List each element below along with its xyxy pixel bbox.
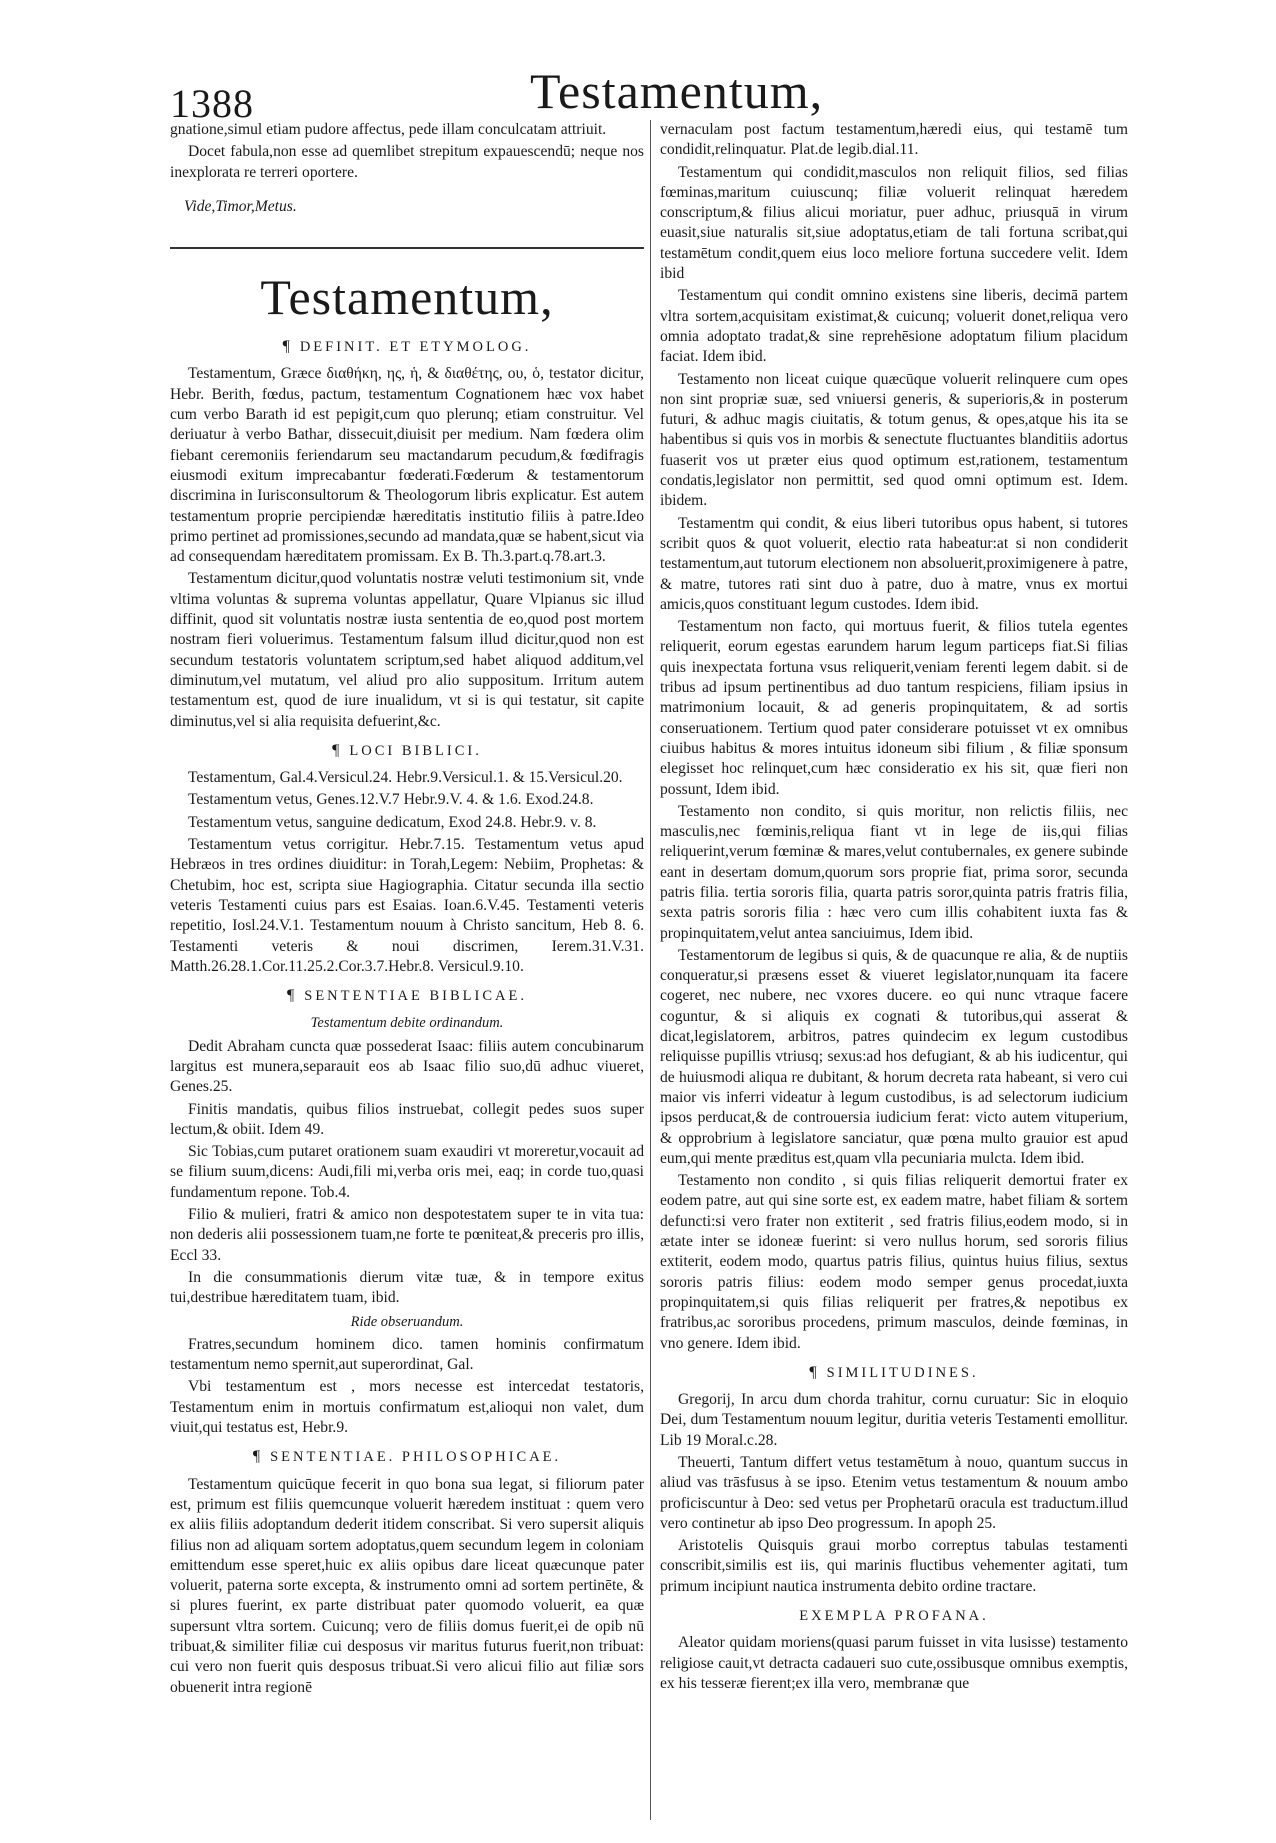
paragraph: In die consummationis dierum vitæ tuæ, & in tempore exitus tui,destribue hæreditatem tuam, ibid.: [170, 1268, 644, 1307]
pilcrow-icon: ¶: [332, 741, 340, 759]
pilcrow-icon: ¶: [287, 987, 295, 1005]
running-title: Testamentum,: [530, 63, 824, 119]
left-column: [170, 120, 644, 1700]
section-heading: [170, 1447, 644, 1467]
paragraph: Testamentm qui condit, & eius liberi tutoribus opus habent, si tutores scribit quos & quot voluerit, electio rata habeatur:at si non condiderit testamentum,aut tutorum electionem non absoluerit,proximigenere à patre, & matre, tutores rati sint duo à patre, duo à matre, vnus ex mortui amicis,quos constituant legum custodes. Idem ibid.: [660, 514, 1128, 613]
paragraph: Sic Tobias,cum putaret orationem suam exaudiri vt moreretur,vocauit ad se filium suum,dicens: Audi,fili mi,verba oris mei, eaq; in corde tuo,quasi fundamentum repone. Tob.4.: [170, 1143, 644, 1201]
paragraph: Testamento non liceat cuique quæcūque voluerit relinquere cum opes non sint propriæ suæ, sed vniuersi generis, & superioris,& in posterum futuri, & adhuc magis ciuitatis, & totum genus, & opes,atque his ita se habentibus si quis vos in morbis & senectute fluctuantes blanditiis adortus fuaserit vos ut præter eius quod optimum est,rationem, testamentum condatis,legislator non permittit, sed quod omni optimum est. Idem. ibidem.: [660, 370, 1128, 510]
section-heading-text: SIMILITUDINES.: [826, 1364, 979, 1381]
paragraph: Dedit Abraham cuncta quæ possederat Isaac: filiis autem concubinarum largitus est munera,separauit eos ab Isaac filio suo,dū adhuc viueret, Genes.25.: [170, 1037, 644, 1096]
paragraph: Testamentum vetus, Genes.12.V.7 Hebr.9.V. 4. & 1.6. Exod.24.8.: [188, 791, 594, 809]
section-heading-text: SENTENTIAE. PHILOSOPHICAE.: [270, 1449, 562, 1466]
right-column: [660, 120, 1128, 1696]
paragraph: Docet fabula,non esse ad quemlibet strepitum expauescendū; neque nos inexplorata re terreri oportere.: [170, 143, 644, 181]
section-heading: [660, 1606, 1128, 1626]
section-heading: [170, 741, 644, 761]
paragraph: Testamentum vetus corrigitur. Hebr.7.15. Testamentum vetus apud Hebræos in tres ordines diuiditur: in Torah,Legem: Nebiim, Prophetas: & Chetubim, hoc est, scripta siue Hagiographia. Citatur secunda illa sectio veteris Testamenti cuius pars est Esaias. Ioan.6.V.45. Testamenti veteris repetitio, Iosl.24.V.1. Testamentum nouum à Christo sancitum, Heb 8. 6. Testamenti veteris & noui discrimen, Ierem.31.V.31. Matth.26.28.1.Cor.11.25.2.Cor.3.7.Hebr.8. Versicul.9.10.: [170, 836, 644, 975]
page-number: 1388: [170, 81, 254, 126]
paragraph: Testamentum non facto, qui mortuus fuerit, & filios tutela egentes reliquerit, eorum egestas earundem harum legum particeps fiat.Si filias quis inexpectata fortuna vsus reliquerit,veniam ferenti legem dabit. si de tribus ad ipsum pertinentibus ad duo tantum respiciens, filiam ipsius in matrimonium locauit, & ad generis propinquitatem, & ad sortis conseruationem. Tertium quod pater considerare potuisset vt ex omnibus ciuibus habitus & mores intuitus idoneum sibi filium , & filiæ sponsum elegisset hoc relinquet,cum hæc consideratio ex his sit, quæ fieri non possunt, Idem ibid.: [660, 618, 1128, 798]
paragraph: vernaculam post factum testamentum,hæredi eius, qui testamē tum condidit,relinquatur. Plat.de legib.dial.11.: [660, 121, 1128, 159]
paragraph: Testamentorum de legibus si quis, & de quacunque re alia, & de nuptiis conqueratur,si præsens esset & viueret legislator,nunquam ita facere cogeret, nec nubere, nec vxores ducere. eo qui nunc vtraque facere coguntur, & si aliquis ex cognati & tutoribus,qui asserat & dicat,legislatorem, arbitros, patres quindecim ex legum custodibus reliquisse pupillis vtriusq; sexus:ad hos defugiant, & ab his iudicentur, qui de huiusmodi aliqua re dubitant, & horum decreta rata habeant, si vero cui maior vis inferri videatur à legum custodibus, is ad selectorum iudicium ipsos perducat,& de controuersia iudicium ferat: victo autem vituperium, & opprobrium à legislatore sanciatur, quæ pœna multo grauior est apud eum,qui mente præditus est,quam vlla pecuniaria mulcta. Idem ibid.: [660, 946, 1128, 1167]
paragraph: Filio & mulieri, fratri & amico non despotestatem super te in vita tua: non dederis alii possessionem tuam,ne forte te pœniteat,& preceris pro illis, Eccl 33.: [170, 1206, 644, 1264]
running-header: [140, 58, 1140, 128]
section-divider: [170, 247, 644, 249]
pilcrow-icon: ¶: [252, 1448, 261, 1466]
paragraph: Vbi testamentum est , mors necesse est intercedat testatoris, Testamentum enim in mortuis confirmatum est,alioqui non valet, dum viuit,qui testatus est, Hebr.9.: [170, 1378, 644, 1437]
cross-reference: Vide,Timor,Metus.: [184, 197, 297, 215]
paragraph: Finitis mandatis, quibus filios instruebat, collegit pedes suos super lectum,& obiit. Idem 49.: [170, 1100, 644, 1138]
paragraph: Fratres,secundum hominem dico. tamen hominis confirmatum testamentum nemo spernit,aut superordinat, Gal.: [170, 1335, 644, 1374]
section-heading-text: DEFINIT. ET ETYMOLOG.: [299, 339, 532, 356]
paragraph: gnatione,simul etiam pudore affectus, pede illam conculcatam attriuit.: [170, 121, 607, 138]
section-heading: [170, 986, 644, 1006]
sub-heading: Testamentum debite ordinandum.: [310, 1015, 504, 1032]
paragraph: Testamentum qui condit omnino existens sine liberis, decimā partem vltra sortem,acquisitam existimat,& cuicunq; voluerit donet,reliqua vero omnia adoptato tradat,& sine reprehēsione adoptatum filium placidum faciat. Idem ibid.: [660, 287, 1128, 366]
entry-title: Testamentum,: [260, 269, 554, 326]
section-heading-text: EXEMPLA PROFANA.: [799, 1608, 989, 1625]
sub-heading: Ride obseruandum.: [350, 1313, 464, 1330]
paragraph: Testamentum, Gal.4.Versicul.24. Hebr.9.Versicul.1. & 15.Versicul.20.: [188, 769, 623, 787]
section-heading-text: LOCI BIBLICI.: [349, 742, 482, 759]
column-divider: [650, 120, 651, 1820]
paragraph: Testamento non condito, si quis moritur, non relictis filiis, nec masculis,nec fœminis,reliqua fiant vt in lege de iis,qui filias reliquerint,verum fœminæ & mares,velut contubernales, ex genere subinde eant in desertam domum,quorum sors proprie fiat, prima soror, secunda patris filia. tertia sororis filia, quarta patris soror,quinta patris fratris filia, sexta patris sororis filia : hæc vero cum illis cohabitent iuxta fas & propinquitatem,velut antea sanciuimus, Idem ibid.: [660, 802, 1128, 942]
paragraph: Testamentum qui condidit,masculos non reliquit filios, sed filias fœminas,maritum cuiuscunq; filiæ voluerit relinquat hæredem conscriptum,& filius alicui moriatur, puer adhuc, priusquā in virum euasit,siue naturalis sit,siue adoptatus,etiam de tali fortuna scribat,qui testamētum condit,quem eius loco meliore fortuna succedere velit. Idem ibid: [660, 163, 1128, 283]
paragraph: Testamentum dicitur,quod voluntatis nostræ veluti testimonium sit, vnde vltima voluntas & suprema voluntas appellatur, Quare Vlpianus sic illud diffinit, quod sit voluntatis nostræ iusta sententia de eo,quod post mortem nostram fieri voluerimus. Testamentum falsum illud dicitur,quod non est secundum testatoris voluntatem scriptum,sed habet aliquod additum,vel diminutum,vel mutatum, vel aliud pro alio suppositum. Irritum autem testamentum est, quod de iure inualidum, vt si is qui testatur, sit capite diminutus,vel si alia requisita defuerint,&c.: [170, 570, 644, 730]
pilcrow-icon: ¶: [809, 1363, 817, 1381]
section-heading: [170, 337, 644, 357]
paragraph: Aristotelis Quisquis graui morbo correptus tabulas testamenti conscribit,similis est iis, qui marinis fluctibus vehementer agitati, tum primum incipiunt nautica instrumenta debito ordine tractare.: [660, 1537, 1128, 1595]
paragraph: Testamentum vetus, sanguine dedicatum, Exod 24.8. Hebr.9. v. 8.: [188, 813, 597, 831]
pilcrow-icon: ¶: [282, 338, 290, 356]
paragraph: Gregorij, In arcu dum chorda trahitur, cornu curuatur: Sic in eloquio Dei, dum Testamentum nouum legitur, duritia veteris Testamenti emollitur. Lib 19 Moral.c.28.: [660, 1391, 1128, 1449]
section-heading: [660, 1363, 1128, 1383]
section-heading-text: SENTENTIAE BIBLICAE.: [304, 988, 527, 1005]
paragraph: Aleator quidam moriens(quasi parum fuisset in vita lusisse) testamento religiose cauit,vt detracta cadaueri suo cute,ossibusque omnibus exemptis, ex his tesseræ fierent;ex illa vero, membranæ que: [660, 1634, 1128, 1692]
paragraph: Theuerti, Tantum differt vetus testamētum à nouo, quantum succus in aliud vas trāsfusus à se ipso. Etenim vetus testamentum & nouum ambo proficiscuntur à Deo: sed vetus per Prophetarū oracula est traductum.illud vero continetur ab ipso Deo progressum. In apoph 25.: [660, 1454, 1128, 1532]
paragraph: Testamentum, Græce διαθήκη, ης, ἡ, & διαθέτης, ου, ὁ, testator dicitur, Hebr. Berith, fœdus, pactum, testamentum Cognationem hæc vox habet cum verbo Barath id est pepigit,cum quo plerunq; etiam construitur. Vel deriuatur à verbo Bathar, dissecuit,diuisit per medium. Nam fœdera olim fiebant ceremoniis feriendarum seu mactandarum pecudum,& fœdifragis eiusmodi exitum imprecabantur fœderati.Fœderum & testamentorum discrimina in Iurisconsultorum & Theologorum libris explicatur. Est autem testamentum proprie percipiendæ hæreditatis institutio filiis à patre.Ideo primo pertinet ad promissiones,secundo ad mandata,quæ se habent,sicut via ad consequendam hæreditatem promissam. Ex B. Th.3.part.q.78.art.3.: [170, 365, 644, 566]
paragraph: Testamento non condito , si quis filias reliquerit demortui frater ex eodem patre, aut qui sine sorte est, ex eadem matre, habet filiam & sortem defuncti:si vero frater non extiterit , sed fratris filius,eodem modo, si in ætate inter se idoneæ fuerint: si vero nullus horum, sed sororis filius extiterit, eodem modo, quartus patris filius, quintus huius filius, sextus sororis patris filius: eodem modo semper genus procedat,iuxta propinquitatem,si quis filias reliquerit per fratres,& nepotibus ex fratribus,ac sororibus procedens, primum masculos, deinde fœminas, in vno genere. Idem ibid.: [660, 1172, 1128, 1352]
paragraph: Testamentum quicūque fecerit in quo bona sua legat, si filiorum pater est, primum est filiis quemcunque voluerit hæredem instituat : quem vero ex aliis filiis adoptandum dederit itidem conscribat. Si vero supersit aliquis filius non ad aliquam sortem adoptatus,quem secundum legem in coloniam emittendum esse speret,huic ex aliis opibus dare liceat quæcunque pater voluerit, paterna sorte excepta, & instrumento omni ad sortem pertinēte, & si plures fuerint, ex parte distribuat pater quomodo voluerit, ea quæ supersunt vltra sortem. Cuicunq; vero de filiis domus fuerit,ei de opib nū tribuat,& similiter filiæ cui desposus vir maritus futurus fuerit,non tribuat: cui vero non fuerit quis desposus tribuat.Si vero alicui filio aut filiæ sors obuenerit intra regionē: [170, 1475, 644, 1696]
